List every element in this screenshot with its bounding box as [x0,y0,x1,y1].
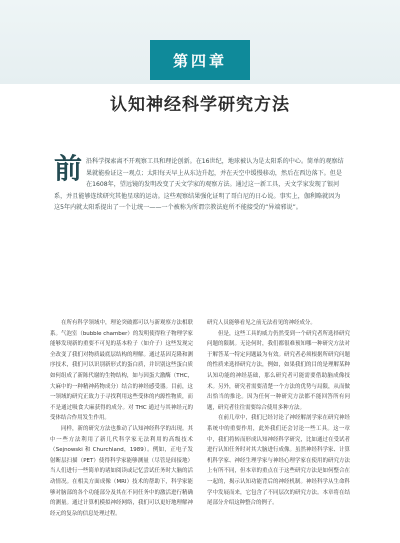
dropcap: 前 [54,152,83,185]
right-paragraph-1: 研究人员能够看见之前无法看见的神经成分。 [207,320,316,326]
right-paragraph-2: 但是，这些工具的威力仍然受到一个研究者所选择研究问题的限制。无论何时，我们都很难预知哪一种研究方法对于解答某一特定问题最为有效。研究者必须根据所研究问题的性质来选择研究方法，例如，如果我们的目的是理解某种认知功能的神经基础，那么研究者可能需要借助脑成像技术。另外，研究者需要清楚一个方法的优势与局限，从而做出恰当的推论。因为任何一种研究方法都不能回答所有问题，研究者往往需要综合使用多种方法。 [207,330,350,411]
intro-text: 沿科学探索离不开观察工具和理论创新。在16世纪，地球被认为是太阳系的中心。简单的观察结果就能验证这一观点；太阳每天早上从东边升起，并在天空中缓慢移动，然后在西边落下。但是在1608年，望远镜的发明改变了天文学家的观察方法。通过这一新工具，天文学家发现了银河系，并且能够连续研究其他星球的运动。这些观察结果强化证明了哥白尼的日心说。事实上，伽利略就因为这5年内就太阳系提出了一个让统一——一个被称为所谓宗教法庭所不能接受的“异端邪说”。 [54,158,344,211]
left-paragraph-2: 同样，新的研究方法也推动了认知神经科学的出现。其中一些方法利用了新几代科学家无法利用的高级技术（Sejnowski 和 Churchland，1989）。例如，正电子发射断层扫描（PET）使得科学家能够测量（尽管是间接地）当人们进行一些简单的诸如阅读或记忆尝试任务时大脑的活动情况。在相关方面成像（MRI）技术的帮助下，科学家能够对脑部的各个功能部分及其在不同任务中的激活进行精确的测量。通过计算机模拟神经网络，我们可以更好地理解神经元的复杂的信息处理过程。 [50,425,193,517]
left-column [50,318,193,528]
chapter-label-box [150,40,250,80]
intro-paragraph [54,152,346,214]
chapter-label: 第四章 [172,51,227,70]
chapter-title: 认知神经科学研究方法 [110,95,290,115]
left-paragraph-1: 在所有科学领域中，理论突破都可以与新观察方法相联系。气泡室（bubble chamber）的发明使得粒子物理学家能够发现新的重要不可见的基本粒子（如介子）这些发现完全改变了我们对物质最底层结构的理解。通过基因克隆和测序技术，我们可以识别新形式的蛋白质，并识别这些蛋白质如何组成了新陈代谢的生物结构，如与因蛋大激酶（THC，大麻中的一种精神药物成分）结合的神经感受器。目前，这一领域的研究正致力于寻找利用这些受体的内源性物质，而不是通过吸食大麻获得的成分。对 THC 通过与其神经元的受体结合作用发生作用。 [50,320,193,422]
right-column [207,318,350,528]
right-paragraph-3: 在前几章中，我们已经讨论了神经解剖学家在研究神经系统中的重要作用，此外我们还会讨论一些工具。这一章中，我们将转而形成认知神经科学研究，比如通过在受试者进行认知任务时对其大脑进行成像。虽然神经科学家、计算机科学家、神经生理学家与神经心理学家在使用的研究方法上有所不同，但本章的重点在于这些研究方法是如何整合在一起的，揭示认知功能背后的神经机制。神经科学从生命科学中发展而来，它包含了不同层次的研究方法。本章将在结尾部分介绍这种整合的例子。 [207,415,350,507]
body-columns [50,318,350,528]
